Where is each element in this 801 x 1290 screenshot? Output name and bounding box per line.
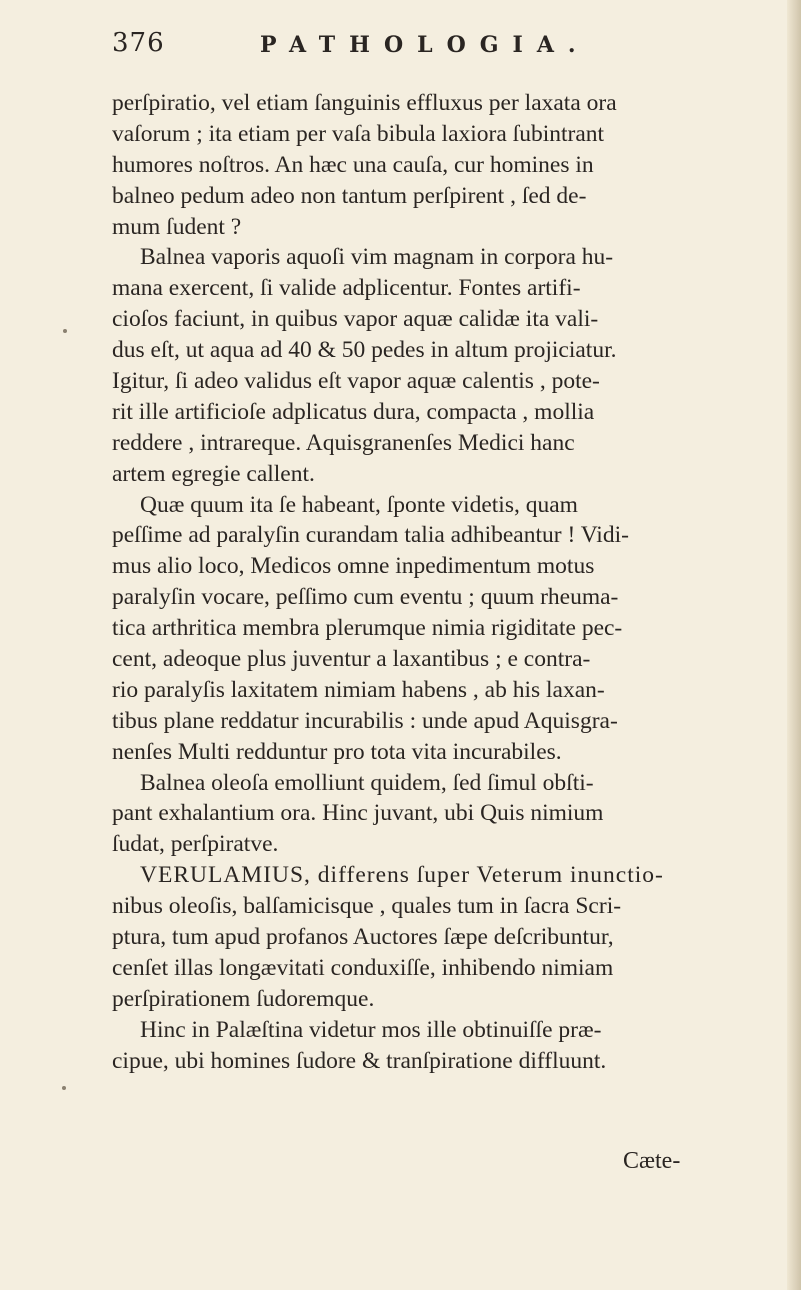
text-line: mana exercent, ſi valide adplicentur. Fontes artifi- bbox=[112, 275, 581, 302]
text-line: perſpiratio, vel etiam ſanguinis effluxus per laxata ora bbox=[112, 90, 617, 116]
text-line: Balnea oleoſa emolliunt quidem, ſed ſimul obſti- bbox=[140, 769, 594, 796]
text-line: nenſes Multi redduntur pro tota vita incurabiles. bbox=[112, 738, 562, 765]
text-line: mum ſudent ? bbox=[112, 213, 242, 240]
text-line: humores noſtros. An hæc una cauſa, cur homines in bbox=[112, 151, 594, 178]
text-line: cenſet illas longævitati conduxiſſe, inhibendo nimiam bbox=[112, 954, 614, 981]
body-text bbox=[112, 88, 722, 1077]
text-line: cioſos faciunt, in quibus vapor aquæ calidæ ita vali- bbox=[112, 306, 599, 333]
text-line: reddere , intrareque. Aquisgranenſes Medici hanc bbox=[112, 429, 575, 456]
catchword: Cæte- bbox=[623, 1148, 681, 1174]
text-line: dus eſt, ut aqua ad 40 & 50 pedes in altum projiciatur. bbox=[112, 337, 617, 364]
page-edge bbox=[787, 0, 801, 1290]
text-line: VERULAMIUS, differens ſuper Veterum inunctio- bbox=[140, 862, 664, 889]
text-line: cent, adeoque plus juventur a laxantibus ; e contra- bbox=[112, 646, 591, 673]
text-line: tibus plane reddatur incurabilis : unde apud Aquisgra- bbox=[112, 707, 618, 734]
text-line: cipue, ubi homines ſudore & tranſpiratione diffluunt. bbox=[112, 1047, 607, 1074]
page-number: 376 bbox=[112, 28, 165, 58]
text-line: nibus oleoſis, balſamicisque , quales tum in ſacra Scri- bbox=[112, 893, 622, 920]
text-line: Hinc in Palæſtina videtur mos ille obtinuiſſe præ- bbox=[140, 1016, 602, 1043]
text-line: ptura, tum apud profanos Auctores ſæpe deſcribuntur, bbox=[112, 924, 614, 951]
text-line: ſudat, perſpiratve. bbox=[112, 831, 279, 858]
text-line: peſſime ad paralyſin curandam talia adhibeantur ! Vidi- bbox=[112, 522, 629, 549]
ink-speck bbox=[63, 329, 67, 333]
text-line: Igitur, ſi adeo validus eſt vapor aquæ calentis , pote- bbox=[112, 368, 600, 395]
text-line: rio paralyſis laxitatem nimiam habens , ab his laxan- bbox=[112, 676, 605, 703]
running-head: PATHOLOGIA. bbox=[260, 32, 590, 58]
text-line: paralyſin vocare, peſſimo cum eventu ; quum rheuma- bbox=[112, 584, 619, 611]
text-line: rit ille artificioſe adplicatus dura, compacta , mollia bbox=[112, 398, 595, 425]
text-line: tica arthritica membra plerumque nimia rigiditate pec- bbox=[112, 615, 623, 642]
text-line: pant exhalantium ora. Hinc juvant, ubi Quis nimium bbox=[112, 800, 604, 827]
text-line: Quæ quum ita ſe habeant, ſponte videtis, quam bbox=[140, 491, 578, 518]
text-line: Balnea vaporis aquoſi vim magnam in corpora hu- bbox=[140, 244, 614, 271]
text-line: mus alio loco, Medicos omne inpedimentum motus bbox=[112, 553, 595, 580]
text-line: perſpirationem ſudoremque. bbox=[112, 985, 375, 1012]
text-line: artem egregie callent. bbox=[112, 460, 315, 487]
text-line: vaſorum ; ita etiam per vaſa bibula laxiora ſubintrant bbox=[112, 120, 605, 147]
ink-speck bbox=[62, 1086, 66, 1090]
text-line: balneo pedum adeo non tantum perſpirent , ſed de- bbox=[112, 182, 587, 209]
page-header bbox=[112, 28, 672, 64]
